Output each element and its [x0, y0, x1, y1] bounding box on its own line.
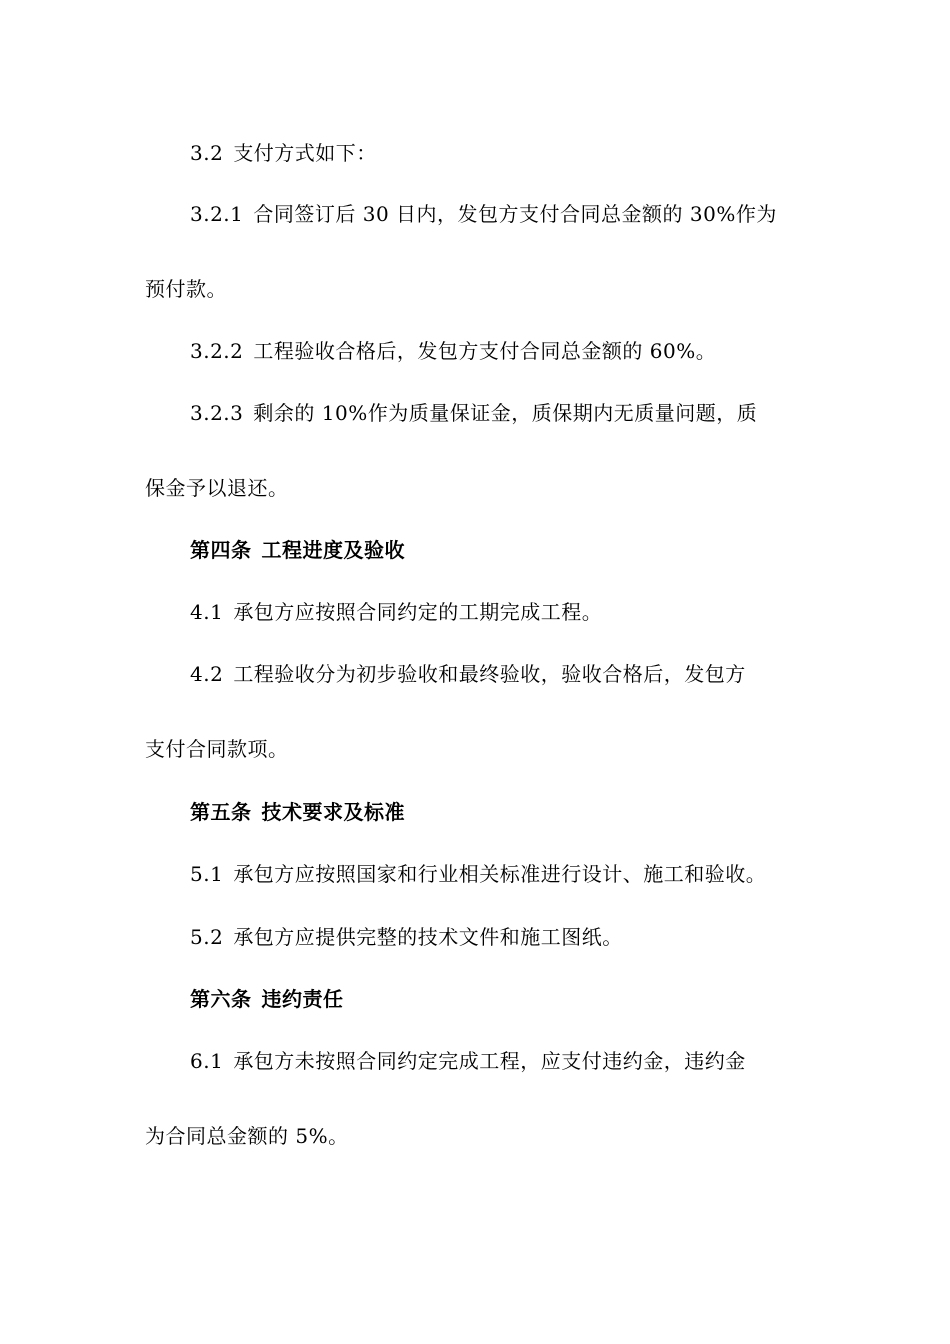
- paragraph-5-1: [190, 862, 766, 886]
- paragraph-6-1-continued: 为合同总金额的 5%。: [145, 1124, 349, 1148]
- paragraph-4-1: [190, 600, 602, 624]
- clause-number: 3.2.3: [190, 401, 244, 425]
- article-number: 第四条: [190, 538, 252, 562]
- clause-number: 3.2.2: [190, 339, 244, 363]
- paragraph-6-1: [190, 1049, 746, 1073]
- clause-number: 3.2.1: [190, 202, 244, 226]
- clause-text: 剩余的 10%作为质量保证金，质保期内无质量问题，质: [253, 401, 758, 425]
- article-title: 工程进度及验收: [261, 538, 405, 562]
- paragraph-5-2: [190, 925, 623, 949]
- paragraph-4-2: [190, 662, 746, 686]
- paragraph-3-2-1: [190, 202, 777, 226]
- clause-text: 承包方应按照合同约定的工期完成工程。: [233, 600, 603, 624]
- article-number: 第六条: [190, 987, 252, 1011]
- clause-text: 工程验收合格后，发包方支付合同总金额的 60%。: [253, 339, 717, 363]
- clause-text: 支付方式如下：: [233, 141, 377, 165]
- paragraph-3-2-2: [190, 339, 716, 363]
- paragraph-4-2-continued: 支付合同款项。: [145, 737, 289, 761]
- article-5-heading: [190, 800, 405, 824]
- article-4-heading: [190, 538, 405, 562]
- clause-number: 4.2: [190, 662, 224, 686]
- clause-number: 3.2: [190, 141, 224, 165]
- article-6-heading: [190, 987, 344, 1011]
- paragraph-3-2-1-continued: 预付款。: [145, 277, 227, 301]
- paragraph-3-2-3-continued: 保金予以退还。: [145, 476, 289, 500]
- article-number: 第五条: [190, 800, 252, 824]
- clause-number: 5.2: [190, 925, 224, 949]
- paragraph-3-2-3: [190, 401, 757, 425]
- clause-text: 承包方未按照合同约定完成工程，应支付违约金，违约金: [233, 1049, 746, 1073]
- paragraph-3-2: [190, 141, 377, 165]
- article-title: 技术要求及标准: [261, 800, 405, 824]
- clause-number: 6.1: [190, 1049, 224, 1073]
- clause-number: 4.1: [190, 600, 224, 624]
- clause-number: 5.1: [190, 862, 224, 886]
- article-title: 违约责任: [261, 987, 344, 1011]
- clause-text: 承包方应按照国家和行业相关标准进行设计、施工和验收。: [233, 862, 767, 886]
- clause-text: 承包方应提供完整的技术文件和施工图纸。: [233, 925, 623, 949]
- clause-text: 工程验收分为初步验收和最终验收，验收合格后，发包方: [233, 662, 746, 686]
- clause-text: 合同签订后 30 日内，发包方支付合同总金额的 30%作为: [253, 202, 777, 226]
